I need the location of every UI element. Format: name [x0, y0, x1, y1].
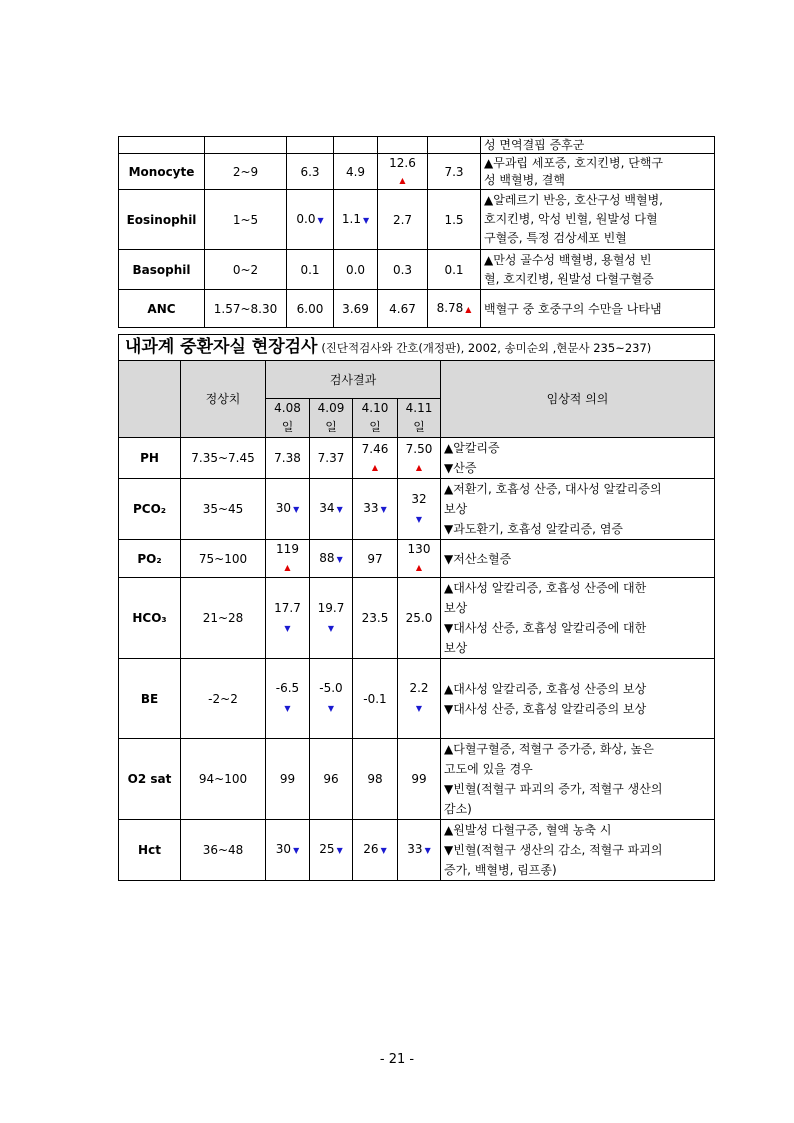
- clinical-meaning: ▲저환기, 호흡성 산증, 대사성 알칼리증의 보상 ▼과도환기, 호흡성 알칼리증, 염증: [441, 479, 715, 540]
- result-value: 33 ▼: [398, 820, 441, 881]
- table-row: [119, 290, 715, 328]
- clinical-meaning: ▲다혈구혈증, 적혈구 증가증, 화상, 높은 고도에 있을 경우 ▼빈혈(적혈구 파괴의 증가, 적혈구 생산의 감소): [441, 739, 715, 820]
- clinical-meaning: ▼저산소혈증: [441, 540, 715, 578]
- up-arrow-icon: ▲: [415, 563, 423, 572]
- result-value: 17.7 ▼: [266, 578, 310, 659]
- test-name: Basophil: [119, 250, 205, 290]
- header-row: [119, 361, 715, 399]
- table-row: [119, 659, 715, 739]
- down-arrow-icon: ▼: [336, 505, 343, 514]
- section-title: 내과계 중환자실 현장검사: [125, 337, 318, 357]
- result-value: 4.67: [378, 290, 428, 328]
- result-value: -5.0 ▼: [310, 659, 353, 739]
- result-value: 7.50 ▲: [398, 438, 441, 479]
- test-name: PO₂: [119, 540, 181, 578]
- result-value: 119 ▲: [266, 540, 310, 578]
- result-value: 6.3: [287, 154, 334, 190]
- result-value: 0.1: [287, 250, 334, 290]
- down-arrow-icon: ▼: [380, 846, 387, 855]
- date-header: 4.09 일: [310, 399, 353, 438]
- section-citation: (진단적검사와 간호(개정판), 2002, 송미순외 ,현문사 235~237): [321, 341, 652, 355]
- normal-range: 36~48: [181, 820, 266, 881]
- test-name: O2 sat: [119, 739, 181, 820]
- table-row: [119, 190, 715, 250]
- test-name: ANC: [119, 290, 205, 328]
- test-name: Hct: [119, 820, 181, 881]
- result-value: 98: [353, 739, 398, 820]
- normal-range: 1~5: [205, 190, 287, 250]
- result-value: 99: [266, 739, 310, 820]
- test-name: BE: [119, 659, 181, 739]
- clinical-meaning: ▲무과립 세포증, 호지킨병, 단핵구 성 백혈병, 결핵: [481, 154, 715, 190]
- results-header: 검사결과: [266, 361, 441, 399]
- result-value: 33 ▼: [353, 479, 398, 540]
- down-arrow-icon: ▼: [317, 215, 324, 225]
- down-arrow-icon: ▼: [336, 846, 343, 855]
- clinical-meaning: ▲알칼리증 ▼산증: [441, 438, 715, 479]
- down-arrow-icon: ▼: [293, 846, 300, 855]
- result-value: 88 ▼: [310, 540, 353, 578]
- down-arrow-icon: ▼: [284, 623, 291, 633]
- clinical-meaning: ▲원발성 다혈구증, 혈액 농축 시 ▼빈혈(적혈구 생산의 감소, 적혈구 파괴의 증가, 백혈병, 림프종): [441, 820, 715, 881]
- icu-bedside-test-table: [118, 334, 715, 881]
- normal-range: 21~28: [181, 578, 266, 659]
- blood-count-table: [118, 136, 715, 328]
- result-value: 25.0: [398, 578, 441, 659]
- date-header: 4.10 일: [353, 399, 398, 438]
- result-value: -6.5 ▼: [266, 659, 310, 739]
- clinical-meaning: ▲알레르기 반응, 호산구성 백혈병, 호지킨병, 악성 빈혈, 원발성 다혈 구혈증, 특정 검상세포 빈혈: [481, 190, 715, 250]
- down-arrow-icon: ▼: [293, 505, 300, 514]
- down-arrow-icon: ▼: [336, 554, 343, 564]
- normal-range-header: 정상치: [181, 361, 266, 438]
- result-value: 34 ▼: [310, 479, 353, 540]
- result-value: 97: [353, 540, 398, 578]
- table-row: [119, 137, 715, 154]
- table-title-row: [119, 335, 715, 361]
- clinical-meaning: ▲대사성 알칼리증, 호흡성 산증의 보상 ▼대사성 산증, 호흡성 알칼리증의 보상: [441, 659, 715, 739]
- result-value: 12.6 ▲: [378, 154, 428, 190]
- up-arrow-icon: ▲: [371, 462, 379, 472]
- result-value: 6.00: [287, 290, 334, 328]
- meaning-header: 임상적 의의: [441, 361, 715, 438]
- table-row: [119, 540, 715, 578]
- result-value: 19.7 ▼: [310, 578, 353, 659]
- down-arrow-icon: ▼: [380, 505, 387, 514]
- result-value: 2.2 ▼: [398, 659, 441, 739]
- result-value: 7.46 ▲: [353, 438, 398, 479]
- normal-range: -2~2: [181, 659, 266, 739]
- up-arrow-icon: ▲: [399, 175, 406, 185]
- result-value: 25 ▼: [310, 820, 353, 881]
- result-value: 8.78 ▲: [428, 290, 481, 328]
- result-value: 26 ▼: [353, 820, 398, 881]
- clinical-meaning: 성 면역결핍 증후군: [481, 137, 715, 154]
- result-value: 0.1: [428, 250, 481, 290]
- page-number: - 21 -: [379, 1052, 415, 1067]
- down-arrow-icon: ▼: [284, 704, 291, 713]
- clinical-meaning: ▲대사성 알칼리증, 호흡성 산증에 대한 보상 ▼대사성 산증, 호흡성 알칼리증에 대한 보상: [441, 578, 715, 659]
- result-value: 30 ▼: [266, 820, 310, 881]
- table-title: [119, 335, 715, 361]
- down-arrow-icon: ▼: [362, 215, 370, 225]
- table-row: [119, 820, 715, 881]
- result-value: 4.9: [334, 154, 378, 190]
- result-value: 32 ▼: [398, 479, 441, 540]
- result-value: 0.0 ▼: [287, 190, 334, 250]
- normal-range: 35~45: [181, 479, 266, 540]
- result-value: -0.1: [353, 659, 398, 739]
- down-arrow-icon: ▼: [415, 514, 423, 524]
- table-row: [119, 438, 715, 479]
- result-value: 7.3: [428, 154, 481, 190]
- result-value: 99: [398, 739, 441, 820]
- result-value: 96: [310, 739, 353, 820]
- down-arrow-icon: ▼: [424, 846, 431, 855]
- test-name: Eosinophil: [119, 190, 205, 250]
- result-value: 7.37: [310, 438, 353, 479]
- test-name: PCO₂: [119, 479, 181, 540]
- date-header: 4.11 일: [398, 399, 441, 438]
- result-value: 0.0: [334, 250, 378, 290]
- normal-range: 2~9: [205, 154, 287, 190]
- result-value: 30 ▼: [266, 479, 310, 540]
- result-value: 1.5: [428, 190, 481, 250]
- normal-range: 7.35~7.45: [181, 438, 266, 479]
- table-row: [119, 739, 715, 820]
- down-arrow-icon: ▼: [327, 704, 335, 713]
- table-row: [119, 578, 715, 659]
- up-arrow-icon: ▲: [415, 462, 423, 472]
- normal-range: 0~2: [205, 250, 287, 290]
- up-arrow-icon: ▲: [465, 304, 472, 314]
- test-name: Monocyte: [119, 154, 205, 190]
- test-name: PH: [119, 438, 181, 479]
- down-arrow-icon: ▼: [327, 623, 335, 633]
- clinical-meaning: ▲만성 골수성 백혈병, 용혈성 빈 혈, 호지킨병, 원발성 다혈구혈증: [481, 250, 715, 290]
- clinical-meaning: 백혈구 중 호중구의 수만을 나타냄: [481, 290, 715, 328]
- result-value: 130 ▲: [398, 540, 441, 578]
- result-value: 2.7: [378, 190, 428, 250]
- test-name: HCO₃: [119, 578, 181, 659]
- down-arrow-icon: ▼: [415, 704, 423, 713]
- result-value: 3.69: [334, 290, 378, 328]
- result-value: 1.1 ▼: [334, 190, 378, 250]
- result-value: 0.3: [378, 250, 428, 290]
- table-row: [119, 479, 715, 540]
- up-arrow-icon: ▲: [284, 563, 291, 572]
- table-row: [119, 154, 715, 190]
- normal-range: 94~100: [181, 739, 266, 820]
- result-value: 7.38: [266, 438, 310, 479]
- date-header: 4.08 일: [266, 399, 310, 438]
- result-value: 23.5: [353, 578, 398, 659]
- table-row: [119, 250, 715, 290]
- normal-range: 75~100: [181, 540, 266, 578]
- normal-range: 1.57~8.30: [205, 290, 287, 328]
